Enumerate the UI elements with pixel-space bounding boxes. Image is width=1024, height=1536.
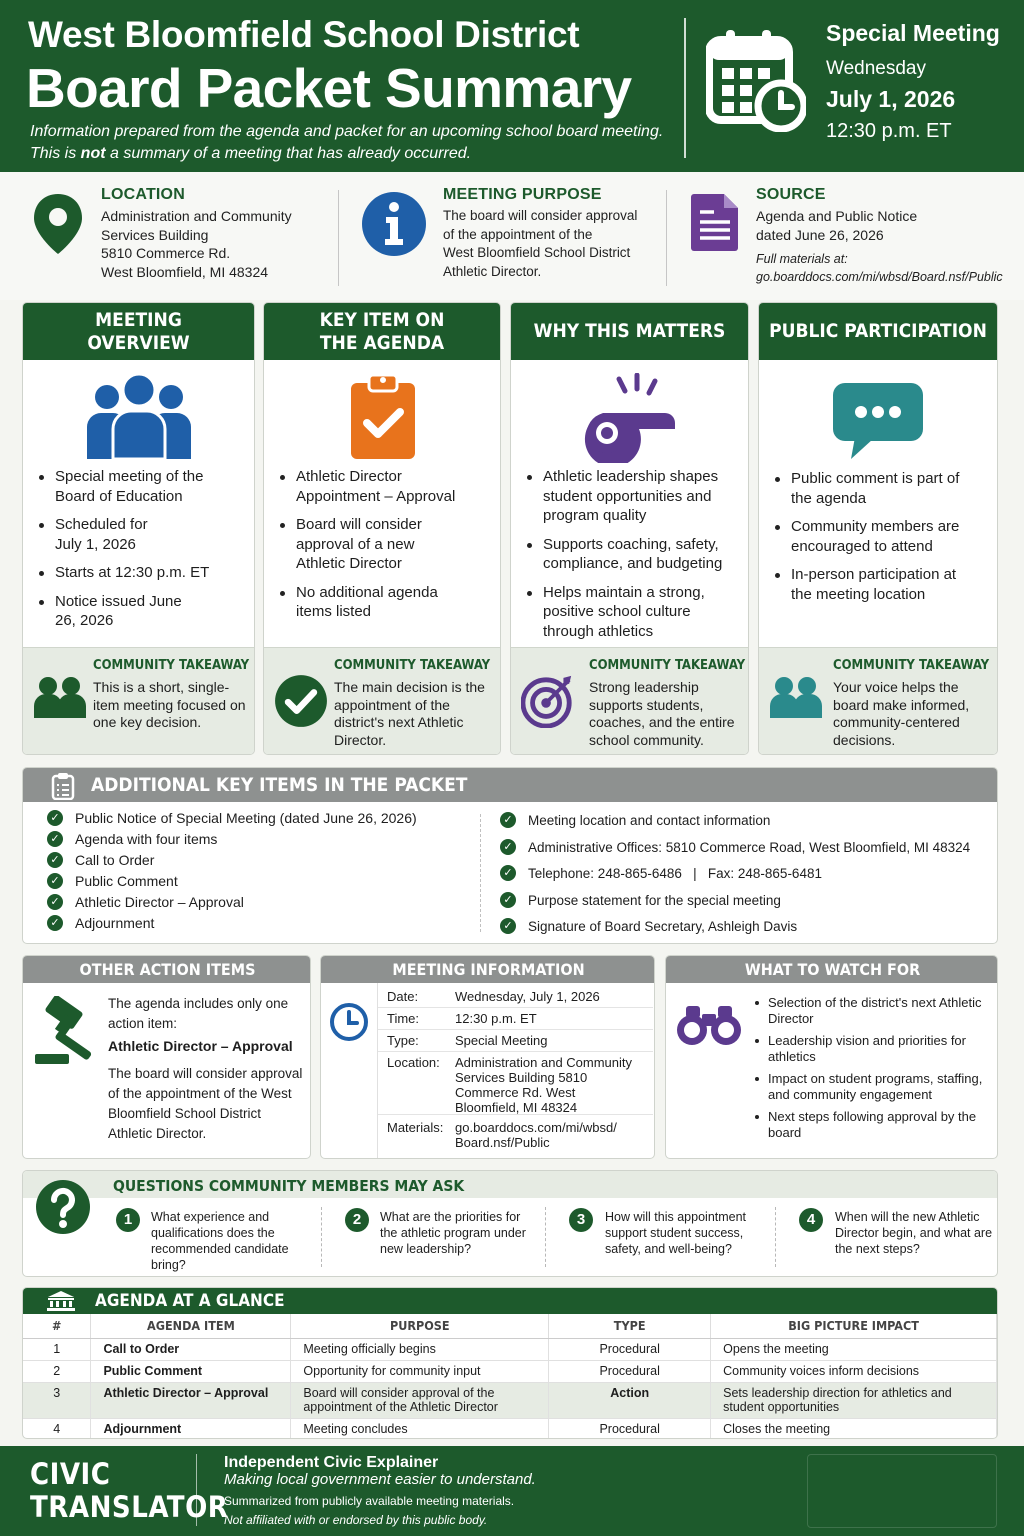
why-list: [525, 467, 740, 650]
meeting-time: 12:30 p.m. ET: [826, 120, 952, 142]
footer-tagline: Making local government easier to understand.: [224, 1471, 536, 1488]
list-item: Next steps following approval by the board: [754, 1109, 984, 1141]
info-label: Time:: [387, 1011, 420, 1026]
source-line: Agenda and Public Notice: [756, 208, 918, 224]
agenda-purpose: Meeting officially begins: [291, 1338, 549, 1360]
divider: [666, 190, 667, 286]
purpose-line: of the appointment of the: [443, 226, 593, 242]
list-item: ✓ Agenda with four items: [47, 830, 417, 851]
info-value: Special Meeting: [455, 1033, 548, 1048]
question-mark-icon: [35, 1179, 91, 1235]
watch-for-panel: [665, 955, 998, 1159]
agenda-impact: Closes the meeting: [711, 1418, 997, 1439]
takeaway-text: The main decision is the appointment of the district's next Athletic Director.: [334, 679, 485, 748]
agenda-impact: Opens the meeting: [711, 1338, 997, 1360]
brand-logo: [30, 1458, 228, 1524]
list-item: Selection of the district's next Athletic Director: [754, 995, 984, 1027]
footer-placeholder-box: [807, 1454, 997, 1528]
meeting-type: Special Meeting: [826, 20, 1000, 46]
purpose-line: West Bloomfield School District: [443, 245, 631, 260]
gavel-icon: [33, 996, 103, 1068]
questions-panel: [22, 1170, 998, 1277]
participation-list: [773, 469, 989, 613]
header-intro: Information prepared from the agenda and packet for an upcoming school board meeting. This is not a summary of a meeting that has already occurred.: [30, 123, 664, 162]
materials-value[interactable]: go.boarddocs.com/mi/wbsd/ Board.nsf/Public: [455, 1120, 617, 1150]
purpose-line: The board will consider approval: [443, 208, 638, 223]
info-row: [0, 172, 1024, 300]
info-label: Location:: [387, 1055, 440, 1070]
card-title: KEY ITEM ON THE AGENDA: [264, 303, 500, 360]
info-value: 12:30 p.m. ET: [455, 1011, 537, 1026]
list-item: In-person participation at the meeting location: [773, 565, 989, 604]
list-item: Impact on student programs, staffing, and community engagement: [754, 1071, 984, 1103]
list-item: ✓ Meeting location and contact information: [500, 811, 970, 838]
agenda-item: Athletic Director – Approval: [91, 1382, 291, 1418]
question-text: When will the new Athletic Director begin, and what are the next steps?: [835, 1210, 993, 1256]
agenda-type: Procedural: [549, 1338, 711, 1360]
agenda-type: Action: [549, 1382, 711, 1418]
public-participation-card: [758, 302, 998, 755]
list-item: ✓ Public Notice of Special Meeting (dated June 26, 2026): [47, 809, 417, 830]
packet-items-right: [500, 811, 970, 944]
key-item-card: [263, 302, 501, 755]
column-header: BIG PICTURE IMPACT: [711, 1314, 997, 1338]
column-header: AGENDA ITEM: [91, 1314, 291, 1338]
list-item: Supports coaching, safety, compliance, and budgeting: [525, 535, 740, 574]
list-item: Athletic Director Appointment – Approval: [278, 467, 492, 506]
question-number: 1: [116, 1208, 140, 1232]
list-item: Board will consider approval of a new Athletic Director: [278, 515, 492, 574]
list-item: ✓ Public Comment: [47, 872, 417, 893]
info-value: Administration and Community Services Building 5810 Commerce Rd. West Bloomfield, MI 48324: [455, 1055, 633, 1115]
people-pair-icon: [769, 672, 823, 726]
agenda-table: [23, 1314, 997, 1439]
community-takeaway: [511, 647, 748, 754]
source-text: [756, 207, 1003, 244]
footer-heading: Independent Civic Explainer: [224, 1454, 439, 1471]
whistle-icon: [573, 373, 683, 463]
agenda-purpose: Board will consider approval of the appointment of the Athletic Director: [291, 1382, 549, 1418]
list-item: ✓ Adjournment: [47, 914, 417, 935]
people-pair-icon: [33, 672, 87, 726]
action-item-desc: The board will consider approval of the appointment of the West Bloomfield School District Athletic Director.: [108, 1066, 303, 1141]
list-item: Public comment is part of the agenda: [773, 469, 989, 508]
source-block: [756, 186, 1003, 286]
other-actions-panel: [22, 955, 311, 1159]
key-item-list: [278, 467, 492, 631]
check-circle-icon: [274, 674, 328, 728]
purpose-block: [443, 186, 637, 281]
meeting-overview-card: [22, 302, 255, 755]
list-item: Athletic leadership shapes student opportunities and program quality: [525, 467, 740, 526]
clipboard-check-icon: [349, 371, 417, 461]
row-number: 2: [23, 1360, 91, 1382]
location-block: [101, 186, 292, 281]
footer-note: Summarized from publicly available meeting materials.: [224, 1494, 515, 1508]
map-pin-icon: [30, 192, 86, 256]
list-item: ✓ Signature of Board Secretary, Ashleigh Davis: [500, 917, 970, 944]
question-text: What are the priorities for the athletic program under new leadership?: [380, 1210, 526, 1256]
section-title: ADDITIONAL KEY ITEMS IN THE PACKET: [91, 774, 468, 796]
agenda-item: Call to Order: [91, 1338, 291, 1360]
row-number: 3: [23, 1382, 91, 1418]
table-row: [23, 1360, 997, 1382]
community-takeaway: [759, 647, 997, 754]
source-line: dated June 26, 2026: [756, 226, 884, 243]
meeting-information-panel: [320, 955, 655, 1159]
list-item: Starts at 12:30 p.m. ET: [37, 563, 246, 583]
list-item: No additional agenda items listed: [278, 583, 492, 622]
agenda-impact: Community voices inform decisions: [711, 1360, 997, 1382]
list-item: Scheduled for July 1, 2026: [37, 515, 246, 554]
table-row: [23, 1338, 997, 1360]
district-name: West Bloomfield School District: [28, 14, 580, 55]
additional-items-panel: [22, 767, 998, 944]
binoculars-icon: [676, 1004, 742, 1046]
list-item: ✓ Administrative Offices: 5810 Commerce Road, West Bloomfield, MI 48324: [500, 838, 970, 865]
calendar-clock-icon: [706, 26, 806, 132]
row-number: 4: [23, 1418, 91, 1439]
overview-list: [37, 467, 246, 640]
list-item: Community members are encouraged to attend: [773, 517, 989, 556]
list-item: Notice issued June 26, 2026: [37, 592, 246, 631]
section-title: AGENDA AT A GLANCE: [95, 1291, 285, 1311]
section-title: WHAT TO WATCH FOR: [666, 956, 998, 983]
why-matters-card: [510, 302, 749, 755]
purpose-text: [443, 207, 637, 281]
checklist-icon: [51, 772, 75, 800]
takeaway-heading: COMMUNITY TAKEAWAY: [93, 658, 250, 673]
column-header: PURPOSE: [291, 1314, 549, 1338]
section-title: MEETING INFORMATION: [321, 956, 655, 983]
info-label: Date:: [387, 989, 419, 1004]
watch-list: [754, 995, 984, 1147]
section-title: OTHER ACTION ITEMS: [23, 956, 311, 983]
card-title: PUBLIC PARTICIPATION: [759, 303, 997, 360]
row-number: 1: [23, 1338, 91, 1360]
agenda-purpose: Meeting concludes: [291, 1418, 549, 1439]
table-header-row: [23, 1314, 997, 1338]
info-label: Type:: [387, 1033, 419, 1048]
divider: [480, 814, 481, 932]
table-row-highlight: [23, 1382, 997, 1418]
action-item-name: Athletic Director – Approval: [108, 1038, 293, 1054]
agenda-type: Procedural: [549, 1360, 711, 1382]
agenda-panel: [22, 1287, 998, 1439]
takeaway-heading: COMMUNITY TAKEAWAY: [833, 658, 990, 673]
brand-line: TRANSLATOR: [30, 1490, 229, 1524]
agenda-item: Public Comment: [91, 1360, 291, 1382]
clock-icon: [329, 1002, 369, 1042]
agenda-purpose: Opportunity for community input: [291, 1360, 549, 1382]
column-header: TYPE: [549, 1314, 711, 1338]
card-title: WHY THIS MATTERS: [511, 303, 748, 360]
community-takeaway: [23, 647, 254, 754]
location-heading: LOCATION: [101, 186, 185, 203]
footer-note: Not affiliated with or endorsed by this public body.: [224, 1513, 488, 1527]
materials-link[interactable]: go.boarddocs.com/mi/wbsd/Board.nsf/Public: [756, 270, 1003, 284]
purpose-line: Athletic Director.: [443, 263, 542, 279]
location-line: Administration and Community: [101, 208, 292, 224]
footer: [0, 1446, 1024, 1536]
location-line: West Bloomfield, MI 48324: [101, 263, 269, 280]
community-takeaway: [264, 647, 500, 754]
materials-label: Full materials at:: [756, 252, 848, 266]
takeaway-text: This is a short, single-item meeting focused on one key decision.: [93, 679, 246, 730]
header: [0, 0, 1024, 172]
section-title: QUESTIONS COMMUNITY MEMBERS MAY ASK: [113, 1177, 465, 1195]
location-line: Services Building: [101, 226, 209, 243]
section-bar: [23, 1288, 998, 1314]
page-title: Board Packet Summary: [26, 57, 632, 119]
purpose-heading: MEETING PURPOSE: [443, 186, 602, 203]
header-divider: [684, 18, 686, 158]
document-icon: [690, 192, 740, 252]
question-number: 4: [799, 1208, 823, 1232]
question-text: What experience and qualifications does the recommended candidate bring?: [151, 1210, 289, 1272]
info-icon: [360, 190, 428, 258]
brand-line: CIVIC: [30, 1457, 111, 1491]
building-columns-icon: [47, 1291, 75, 1311]
table-row: [23, 1418, 997, 1439]
location-text: [101, 207, 292, 281]
list-item: ✓ Athletic Director – Approval: [47, 893, 417, 914]
target-icon: [521, 674, 575, 728]
agenda-impact: Sets leadership direction for athletics and student opportunities: [711, 1382, 997, 1418]
column-header: #: [23, 1314, 91, 1338]
agenda-type: Procedural: [549, 1418, 711, 1439]
agenda-item: Adjournment: [91, 1418, 291, 1439]
takeaway-text: Strong leadership supports students, coaches, and the entire school community.: [589, 679, 735, 748]
card-title: MEETING OVERVIEW: [23, 303, 254, 360]
takeaway-heading: COMMUNITY TAKEAWAY: [334, 658, 491, 673]
list-item: ✓ Telephone: 248-865-6486 | Fax: 248-865-6481: [500, 864, 970, 891]
list-item: ✓ Purpose statement for the special meeting: [500, 891, 970, 918]
divider: [338, 190, 339, 286]
info-value: Wednesday, July 1, 2026: [455, 989, 600, 1004]
meeting-weekday: Wednesday: [826, 58, 926, 79]
source-heading: SOURCE: [756, 186, 826, 203]
list-item: Special meeting of the Board of Education: [37, 467, 246, 506]
question-number: 2: [345, 1208, 369, 1232]
list-item: Leadership vision and priorities for athletics: [754, 1033, 984, 1065]
list-item: Helps maintain a strong, positive school culture through athletics: [525, 583, 740, 642]
section-bar: [23, 768, 998, 802]
question-text: How will this appointment support student success, safety, and well-being?: [605, 1210, 747, 1256]
question-number: 3: [569, 1208, 593, 1232]
people-group-icon: [85, 373, 193, 459]
takeaway-text: Your voice helps the board make informed, community-centered decisions.: [833, 679, 970, 748]
other-actions-intro: The agenda includes only one action item:: [108, 996, 289, 1031]
chat-bubble-icon: [831, 381, 925, 463]
location-line: 5810 Commerce Rd.: [101, 245, 231, 261]
meeting-date: July 1, 2026: [826, 86, 956, 112]
info-label: Materials:: [387, 1120, 444, 1135]
takeaway-heading: COMMUNITY TAKEAWAY: [589, 658, 746, 673]
agenda-table-wrap: [23, 1314, 997, 1439]
list-item: ✓ Call to Order: [47, 851, 417, 872]
packet-items-left: [47, 809, 417, 935]
